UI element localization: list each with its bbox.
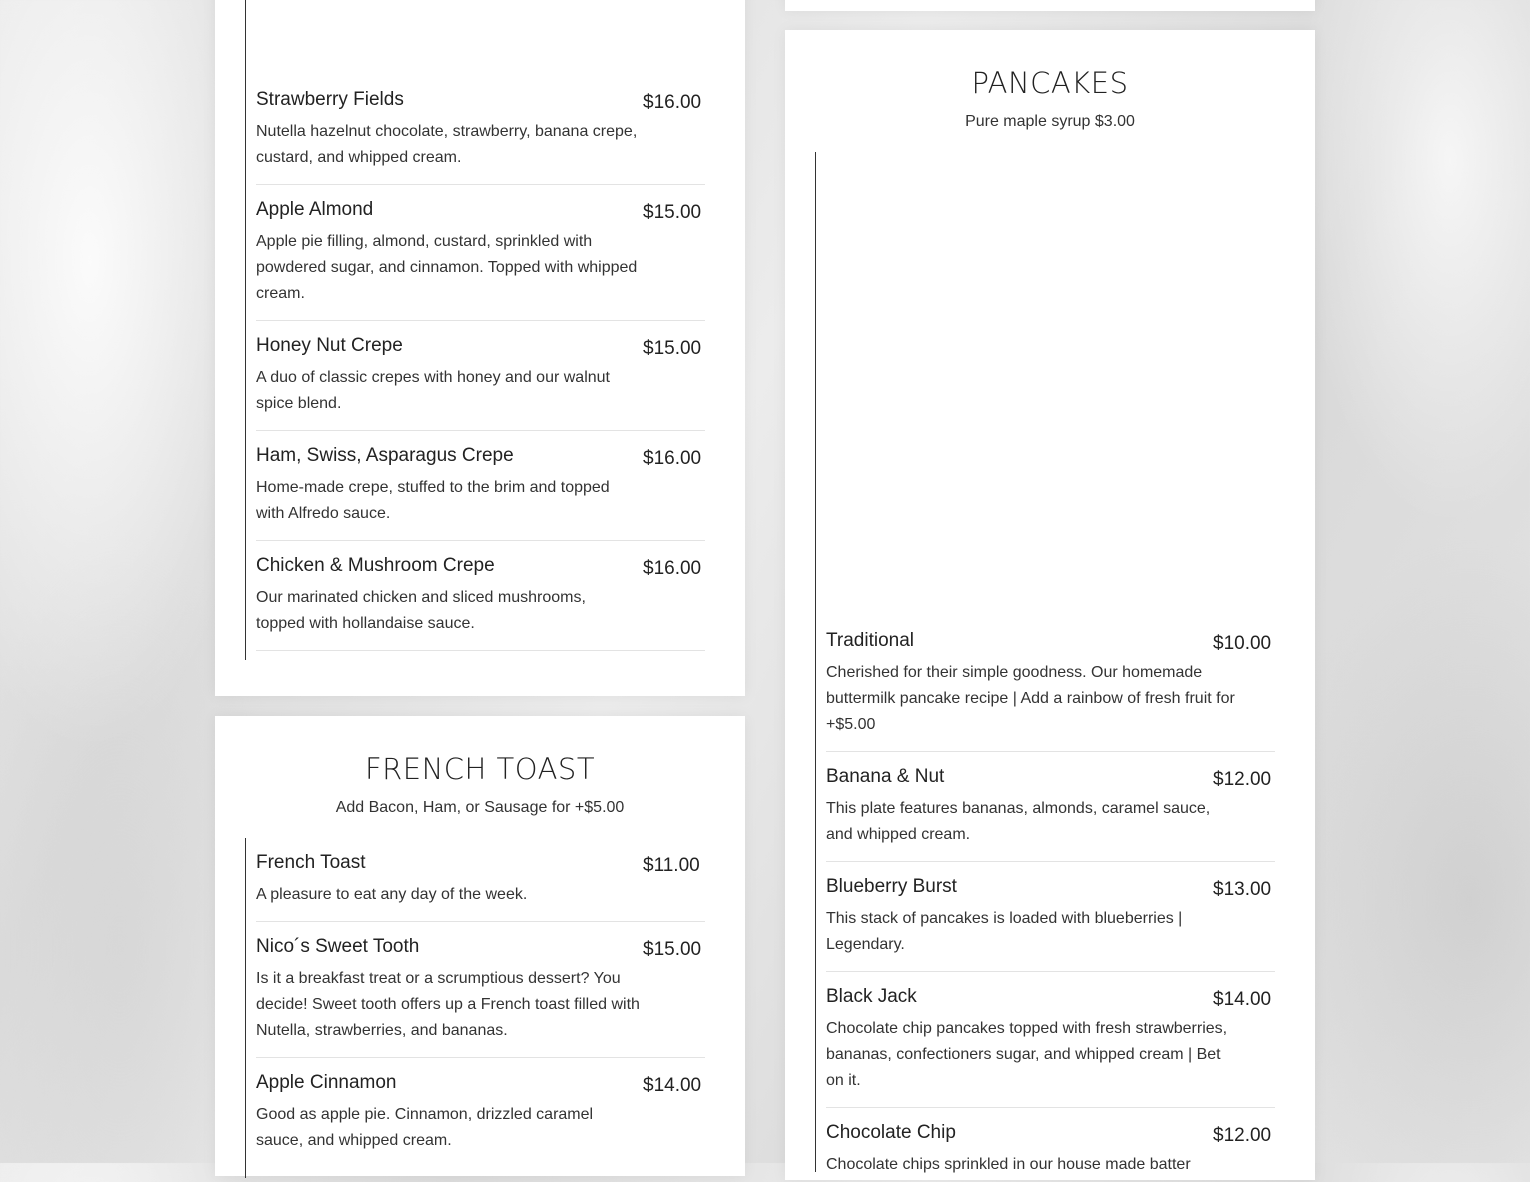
item-price: $12.00 bbox=[1213, 1125, 1272, 1146]
item-description: A pleasure to eat any day of the week. bbox=[256, 886, 528, 903]
section-image-placeholder-line bbox=[245, 838, 246, 1178]
item-description: Home-made crepe, stuffed to the brim and topped with Alfredo sauce. bbox=[256, 479, 610, 522]
item-price: $10.00 bbox=[1213, 633, 1272, 654]
item-divider bbox=[256, 921, 705, 922]
menu-item bbox=[256, 335, 705, 425]
item-price: $16.00 bbox=[643, 448, 702, 469]
pancakes-card bbox=[785, 30, 1315, 1180]
section-subtitle: Pure maple syrup $3.00 bbox=[965, 113, 1135, 130]
menu-item bbox=[256, 89, 705, 179]
menu-item bbox=[256, 445, 705, 535]
item-description: This plate features bananas, almonds, caramel sauce, and whipped cream. bbox=[826, 800, 1211, 843]
item-divider bbox=[826, 751, 1275, 752]
item-price: $15.00 bbox=[643, 939, 702, 960]
item-description: Our marinated chicken and sliced mushrooms, topped with hollandaise sauce. bbox=[256, 589, 586, 632]
item-description: This stack of pancakes is loaded with blueberries | Legendary. bbox=[826, 910, 1183, 953]
item-description: Cherished for their simple goodness. Our homemade buttermilk pancake recipe | Add a rainbow of fresh fruit for +$5.00 bbox=[826, 664, 1235, 733]
item-price: $13.00 bbox=[1213, 879, 1272, 900]
item-name: Banana & Nut bbox=[826, 766, 945, 787]
item-name: Ham, Swiss, Asparagus Crepe bbox=[256, 445, 514, 466]
item-price: $11.00 bbox=[643, 855, 700, 876]
item-description: Is it a breakfast treat or a scrumptious dessert? You decide! Sweet tooth offers up a French toast filled with Nutella, strawberries, and bananas. bbox=[256, 970, 640, 1039]
item-price: $14.00 bbox=[1213, 989, 1272, 1010]
menu-item bbox=[256, 555, 705, 645]
item-description: Chocolate chip pancakes topped with fresh strawberries, bananas, confectioners sugar, and whipped cream | Bet on it. bbox=[826, 1020, 1228, 1089]
item-name: Blueberry Burst bbox=[826, 876, 957, 897]
item-divider bbox=[826, 971, 1275, 972]
item-name: Nico´s Sweet Tooth bbox=[256, 936, 420, 957]
item-description: A duo of classic crepes with honey and our walnut spice blend. bbox=[256, 369, 610, 412]
item-name: Apple Almond bbox=[256, 199, 374, 220]
item-name: French Toast bbox=[256, 852, 366, 873]
item-price: $15.00 bbox=[643, 202, 702, 223]
crepes-card bbox=[215, 0, 745, 696]
item-divider bbox=[256, 184, 705, 185]
item-description: Good as apple pie. Cinnamon, drizzled caramel sauce, and whipped cream. bbox=[256, 1106, 594, 1149]
item-price: $14.00 bbox=[643, 1075, 702, 1096]
section-subtitle: Add Bacon, Ham, or Sausage for +$5.00 bbox=[335, 799, 625, 816]
item-divider bbox=[256, 1057, 705, 1058]
menu-item bbox=[256, 199, 705, 309]
menu-item bbox=[256, 852, 705, 916]
menu-item bbox=[256, 1072, 705, 1162]
crepes-image-placeholder-line bbox=[245, 0, 246, 660]
section-title: FRENCH TOAST bbox=[364, 752, 596, 786]
item-price: $16.00 bbox=[643, 92, 702, 113]
menu-item bbox=[826, 1122, 1275, 1182]
item-divider bbox=[826, 1107, 1275, 1108]
item-name: Honey Nut Crepe bbox=[256, 335, 403, 356]
item-price: $12.00 bbox=[1213, 769, 1272, 790]
item-name: Chocolate Chip bbox=[826, 1122, 956, 1143]
item-name: Chicken & Mushroom Crepe bbox=[256, 555, 495, 576]
section-title: PANCAKES bbox=[971, 66, 1129, 100]
section-image-placeholder-line bbox=[815, 152, 816, 1172]
item-price: $16.00 bbox=[643, 558, 702, 579]
menu-item bbox=[826, 986, 1275, 1096]
item-name: Black Jack bbox=[826, 986, 917, 1007]
menu-item bbox=[256, 936, 705, 1046]
item-description: Apple pie filling, almond, custard, sprinkled with powdered sugar, and cinnamon. Topped with whipped cream. bbox=[256, 233, 638, 302]
item-divider bbox=[256, 430, 705, 431]
item-description: Chocolate chips sprinkled in our house made batter bbox=[826, 1156, 1191, 1173]
french-toast-card bbox=[215, 716, 745, 1176]
item-divider bbox=[826, 861, 1275, 862]
item-divider bbox=[256, 320, 705, 321]
menu-item bbox=[826, 630, 1275, 740]
item-divider bbox=[256, 650, 705, 651]
item-name: Strawberry Fields bbox=[256, 89, 404, 110]
menu-item bbox=[826, 766, 1275, 856]
item-divider bbox=[256, 540, 705, 541]
item-description: Nutella hazelnut chocolate, strawberry, banana crepe, custard, and whipped cream. bbox=[256, 123, 638, 166]
item-price: $15.00 bbox=[643, 338, 702, 359]
menu-item bbox=[826, 876, 1275, 966]
previous-section-card bbox=[785, 0, 1315, 11]
item-name: Traditional bbox=[826, 630, 915, 651]
item-name: Apple Cinnamon bbox=[256, 1072, 397, 1093]
